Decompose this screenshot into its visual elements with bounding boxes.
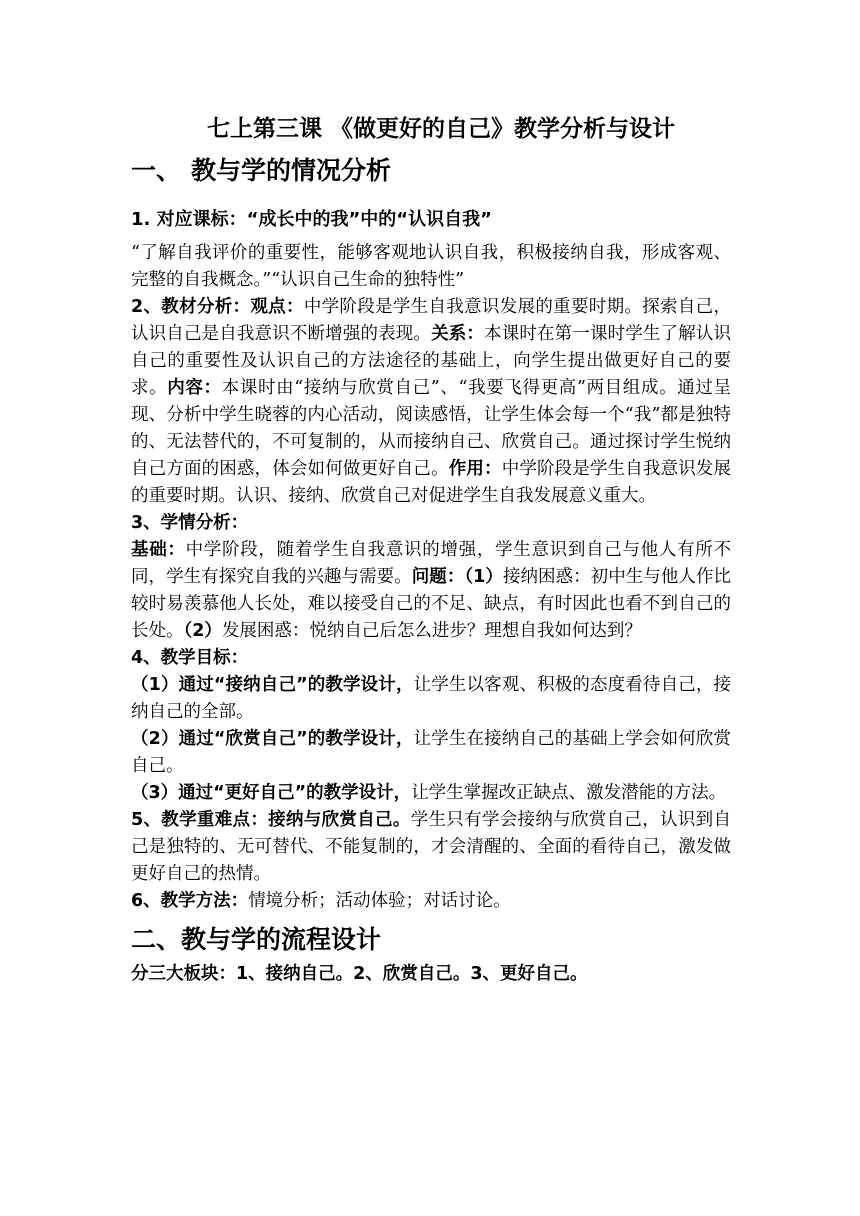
item-2-effect-text: 中学阶段是学生自我意识发展的重要时期。认识、接纳、欣赏自己对促进学生自我发展意义重大。 (131, 459, 732, 506)
document-content (131, 108, 731, 988)
item-6-label: 6、教学方法： (131, 891, 249, 911)
goal-2-text: 让学生在接纳自己的基础上学会如何欣赏自己。 (131, 729, 731, 776)
section-1-heading (131, 150, 731, 192)
item-4-heading (131, 645, 731, 672)
summary-text: 分三大板块：1、接纳自己。2、欣赏自己。3、更好自己。 (131, 964, 588, 984)
item-3-problem-text-1: 接纳困惑：初中生与他人作比较时易羡慕他人长处，难以接受自己的不足、缺点，有时因此也看不到自己的长处。 (131, 567, 731, 641)
item-2-effect-label: 作用： (448, 459, 502, 479)
goal-3 (131, 780, 731, 807)
section-1-number: 一、 (131, 156, 182, 185)
item-2-content-text: 本课时由“接纳与欣赏自己”、“我要飞得更高”两目组成。通过呈现、分析中学生晓蓉的内心活动，阅读感悟，让学生体会每一个“我”都是独特的、无法替代的，不可复制的，从而接纳自己、欣赏自己。通过探讨学生悦纳自己方面的困惑，体会如何做更好自己。 (131, 378, 731, 479)
item-3-heading (131, 510, 731, 537)
item-6-text: 情境分析；活动体验；对话讨论。 (248, 891, 511, 911)
goal-1-text: 让学生以客观、积极的态度看待自己，接纳自己的全部。 (131, 675, 731, 722)
document-title: 七上第三课 《做更好的自己》教学分析与设计 (206, 116, 675, 142)
item-2-content-label: 内容： (167, 378, 222, 398)
section-1-title: 教与学的情况分析 (191, 156, 392, 185)
item-2-view-text: 中学阶段是学生自我意识发展的重要时期。探索自己，认识自己是自我意识不断增强的表现。 (131, 297, 731, 344)
section-2-heading: 二、教与学的流程设计 (131, 925, 382, 954)
item-3-problem-label-2: （2） (183, 621, 222, 641)
item-2-paragraph (131, 294, 731, 510)
item-1-text: “了解自我评价的重要性，能够客观地认识自我，积极接纳自我，形成客观、完整的自我概念。”“认识自己生命的独特性” (131, 243, 731, 290)
item-3-problem-label: 问题：（1） (411, 567, 503, 587)
goal-1-lead: （1）通过“接纳自己”的教学设计， (131, 675, 414, 695)
item-5-label: 5、教学重难点：接纳与欣赏自己。 (131, 810, 411, 830)
goal-3-text: 让学生掌握改正缺点、激发潜能的方法。 (411, 783, 727, 803)
summary-line (131, 961, 731, 988)
item-5-paragraph (131, 807, 731, 888)
item-3-problem-text-2: 发展困惑：悦纳自己后怎么进步？理想自我如何达到？ (221, 621, 642, 641)
goal-2 (131, 726, 731, 780)
item-2-label: 2、教材分析： (131, 297, 251, 317)
item-4-label: 4、教学目标： (131, 648, 249, 668)
item-3-label: 3、学情分析： (131, 513, 249, 533)
item-2-relation-text: 本课时在第一课时学生了解认识自己的重要性及认识自己的方法途径的基础上，向学生提出做更好自己的要求。 (131, 324, 732, 398)
item-2-relation-label: 关系： (431, 324, 485, 344)
goal-2-lead: （2）通过“欣赏自己”的教学设计， (131, 729, 414, 749)
item-3-basis-text: 中学阶段，随着学生自我意识的增强，学生意识到自己与他人有所不同，学生有探究自我的兴趣与需要。 (131, 540, 731, 587)
goal-1 (131, 672, 731, 726)
item-3-paragraph (131, 537, 731, 645)
goal-3-lead: （3）通过“更好自己”的教学设计， (131, 783, 412, 803)
item-2-view-label: 观点： (250, 297, 304, 317)
item-6-paragraph (131, 888, 731, 915)
item-5-text: 学生只有学会接纳与欣赏自己，认识到自己是独特的、无可替代、不能复制的，才会清醒的、全面的看待自己，激发做更好自己的热情。 (131, 810, 731, 884)
item-3-basis-label: 基础： (131, 540, 186, 560)
item-1-heading: 1. 对应课标：“成长中的我”中的“认识自我” (131, 209, 492, 230)
